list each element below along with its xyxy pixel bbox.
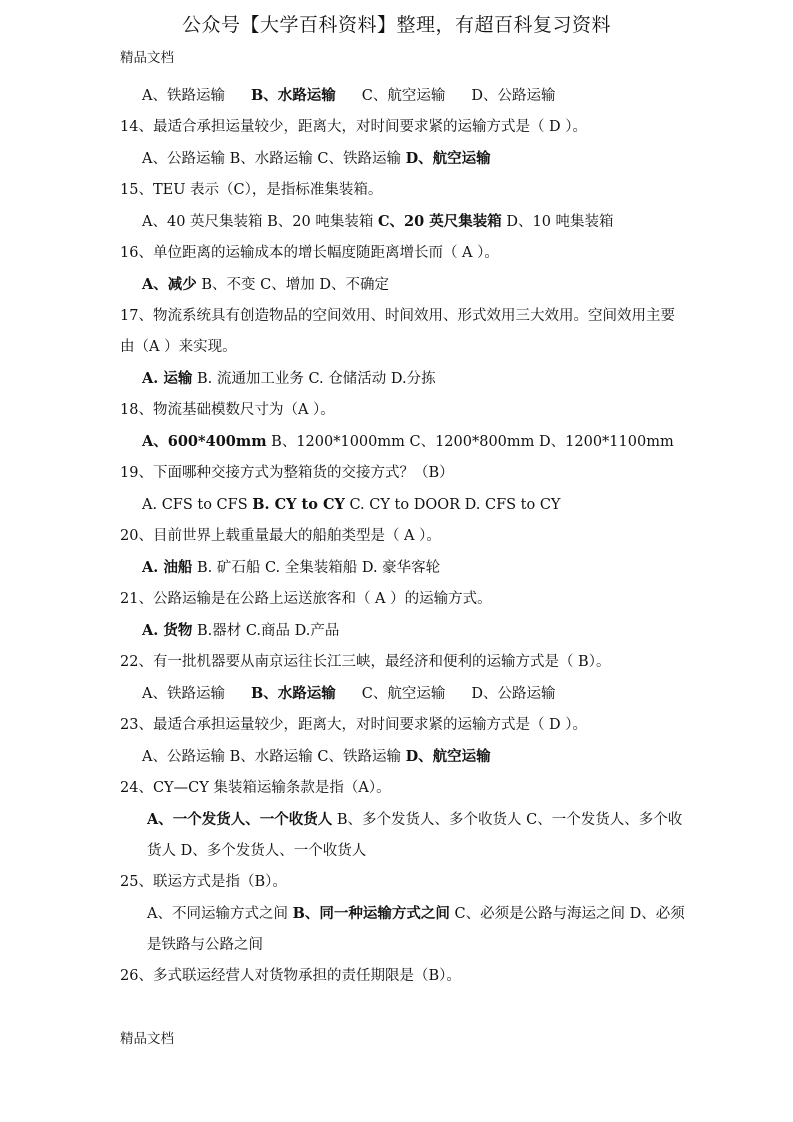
options-text: B、1200*1000mm C、1200*800mm D、1200*1100mm bbox=[266, 434, 674, 450]
options-text: B. 流通加工业务 C. 仓储活动 D.分拣 bbox=[192, 371, 436, 387]
options-24 bbox=[120, 804, 685, 867]
options-18 bbox=[120, 426, 685, 458]
question-21: 21、公路运输是在公路上运送旅客和（ A ）的运输方式。 bbox=[120, 591, 492, 607]
options-17 bbox=[120, 363, 685, 395]
answer-option: A、一个发货人、一个收货人 bbox=[147, 811, 333, 828]
answer-option: C、20 英尺集装箱 bbox=[377, 213, 502, 230]
options-20 bbox=[120, 552, 685, 584]
header-tag: 精品文档 bbox=[120, 50, 174, 66]
question-22: 22、有一批机器要从南京运往长江三峡，最经济和便利的运输方式是（ B）。 bbox=[120, 654, 611, 670]
answer-option: B、同一种运输方式之间 bbox=[292, 905, 450, 922]
options-text: B、不变 C、增加 D、不确定 bbox=[196, 277, 389, 293]
options-text: C、必须是公路与海运之间 D、必须是铁路与公路之间 bbox=[147, 906, 685, 953]
options-13 bbox=[120, 80, 685, 112]
question-18: 18、物流基础模数尺寸为（A ）。 bbox=[120, 402, 335, 418]
options-text: A. CFS to CFS bbox=[142, 497, 253, 513]
question-19: 19、下面哪种交接方式为整箱货的交接方式？（B） bbox=[120, 465, 454, 481]
options-text: A、40 英尺集装箱 B、20 吨集装箱 bbox=[142, 214, 378, 230]
option-c: C、航空运输 bbox=[361, 88, 446, 104]
question-list bbox=[120, 80, 685, 992]
options-25 bbox=[120, 898, 685, 961]
options-text: A、公路运输 B、水路运输 C、铁路运输 bbox=[142, 151, 406, 167]
question-17: 17、物流系统具有创造物品的空间效用、时间效用、形式效用三大效用。空间效用主要由（A ）来实现。 bbox=[120, 308, 675, 355]
options-21 bbox=[120, 615, 685, 647]
answer-option: A. 货物 bbox=[142, 622, 193, 639]
option-b-answer: B、水路运输 bbox=[250, 685, 336, 702]
answer-option: B. CY to CY bbox=[252, 496, 345, 513]
footer-tag: 精品文档 bbox=[120, 1031, 174, 1047]
option-b-answer: B、水路运输 bbox=[250, 87, 336, 104]
options-text: C. CY to DOOR D. CFS to CY bbox=[344, 497, 561, 513]
options-text: B.器材 C.商品 D.产品 bbox=[192, 623, 340, 639]
option-a: A、铁路运输 bbox=[142, 88, 225, 104]
question-25: 25、联运方式是指（B）。 bbox=[120, 874, 287, 890]
question-14: 14、最适合承担运量较少，距离大，对时间要求紧的运输方式是（ D ）。 bbox=[120, 119, 588, 135]
question-26: 26、多式联运经营人对货物承担的责任期限是（B）。 bbox=[120, 968, 461, 984]
question-24: 24、CY—CY 集装箱运输条款是指（A）。 bbox=[120, 780, 391, 796]
options-14 bbox=[120, 143, 685, 175]
options-text: B、多个发货人、多个收货人 C、一个发货人、多个收货人 D、多个发货人、一个收货人 bbox=[147, 812, 683, 859]
option-d: D、公路运输 bbox=[471, 686, 556, 702]
options-text: B. 矿石船 C. 全集装箱船 D. 豪华客轮 bbox=[192, 560, 441, 576]
answer-option: A、减少 bbox=[142, 276, 197, 293]
answer-option: A、600*400mm bbox=[142, 433, 267, 450]
options-22 bbox=[120, 678, 685, 710]
options-text: A、公路运输 B、水路运输 C、铁路运输 bbox=[142, 749, 406, 765]
question-16: 16、单位距离的运输成本的增长幅度随距离增长而（ A ）。 bbox=[120, 245, 499, 261]
answer-option: A. 运输 bbox=[142, 370, 193, 387]
option-c: C、航空运输 bbox=[361, 686, 446, 702]
option-a: A、铁路运输 bbox=[142, 686, 225, 702]
options-text: A、不同运输方式之间 bbox=[147, 906, 293, 922]
answer-option: D、航空运输 bbox=[405, 748, 491, 765]
option-d: D、公路运输 bbox=[471, 88, 556, 104]
options-19 bbox=[120, 489, 685, 521]
answer-option: A. 油船 bbox=[142, 559, 193, 576]
question-15: 15、TEU 表示（C），是指标准集装箱。 bbox=[120, 182, 383, 198]
question-20: 20、目前世界上载重量最大的船舶类型是（ A ）。 bbox=[120, 528, 441, 544]
options-23 bbox=[120, 741, 685, 773]
answer-option: D、航空运输 bbox=[405, 150, 491, 167]
source-banner: 公众号【大学百科资料】整理，有超百科复习资料 bbox=[181, 14, 611, 36]
options-16 bbox=[120, 269, 685, 301]
question-23: 23、最适合承担运量较少，距离大，对时间要求紧的运输方式是（ D ）。 bbox=[120, 717, 588, 733]
options-text: D、10 吨集装箱 bbox=[501, 214, 614, 230]
options-15 bbox=[120, 206, 685, 238]
